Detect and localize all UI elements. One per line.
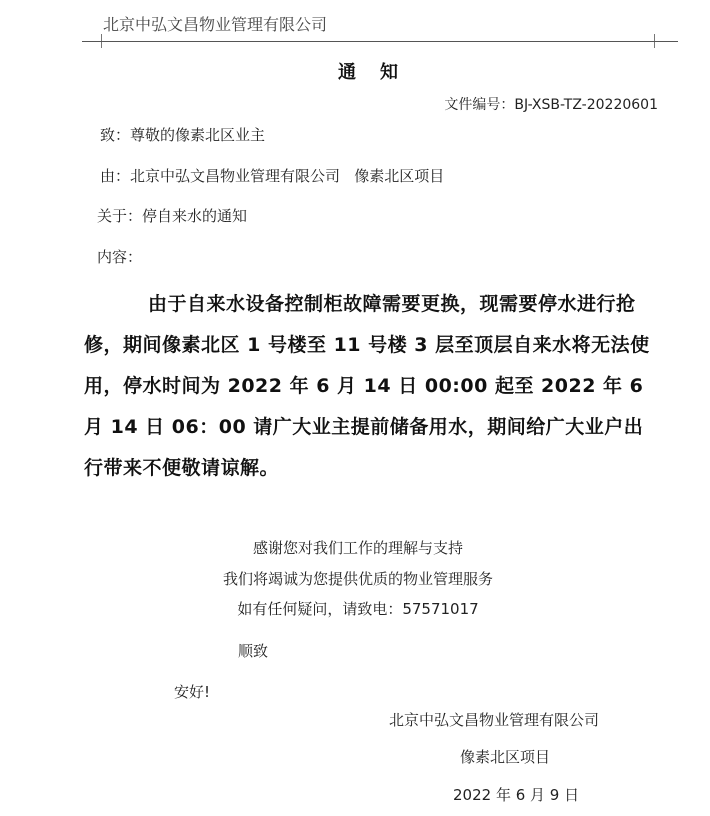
signature-company: 北京中弘文昌物业管理有限公司: [389, 711, 600, 729]
signature-project: 像素北区项目: [460, 748, 551, 766]
notice-body: 由于自来水设备控制柜故障需要更换，现需要停水进行抢修，期间像素北区 1 号楼至 11 号楼 3 层至顶层自来水将无法使用，停水时间为 2022 年 6 月 14 日 00:00 起至 2022 年 6 月 14 日 06：00 请广大业主提前储备用水，期间给广大业户出行带来不便敬请谅解。: [84, 293, 650, 479]
thanks-line: 感谢您对我们工作的理解与支持: [252, 539, 463, 557]
subject-line: 关于：停自来水的通知: [97, 207, 248, 225]
greeting-line: 安好!: [174, 683, 211, 701]
recipient-line: 致：尊敬的像素北区业主: [100, 126, 266, 144]
content-label: 内容：: [97, 248, 143, 266]
header-company-name: 北京中弘文昌物业管理有限公司: [103, 15, 328, 34]
commitment-line: 我们将竭诚为您提供优质的物业管理服务: [222, 570, 493, 588]
document-number: 文件编号：BJ-XSB-TZ-20220601: [444, 97, 658, 113]
regards-line: 顺致: [238, 642, 269, 660]
signature-date: 2022 年 6 月 9 日: [453, 786, 580, 804]
contact-line: 如有任何疑问，请致电：57571017: [237, 600, 479, 618]
notice-title: 通知: [338, 62, 422, 83]
header-rule: [82, 41, 678, 42]
sender-line: 由：北京中弘文昌物业管理有限公司 像素北区项目: [100, 167, 445, 185]
